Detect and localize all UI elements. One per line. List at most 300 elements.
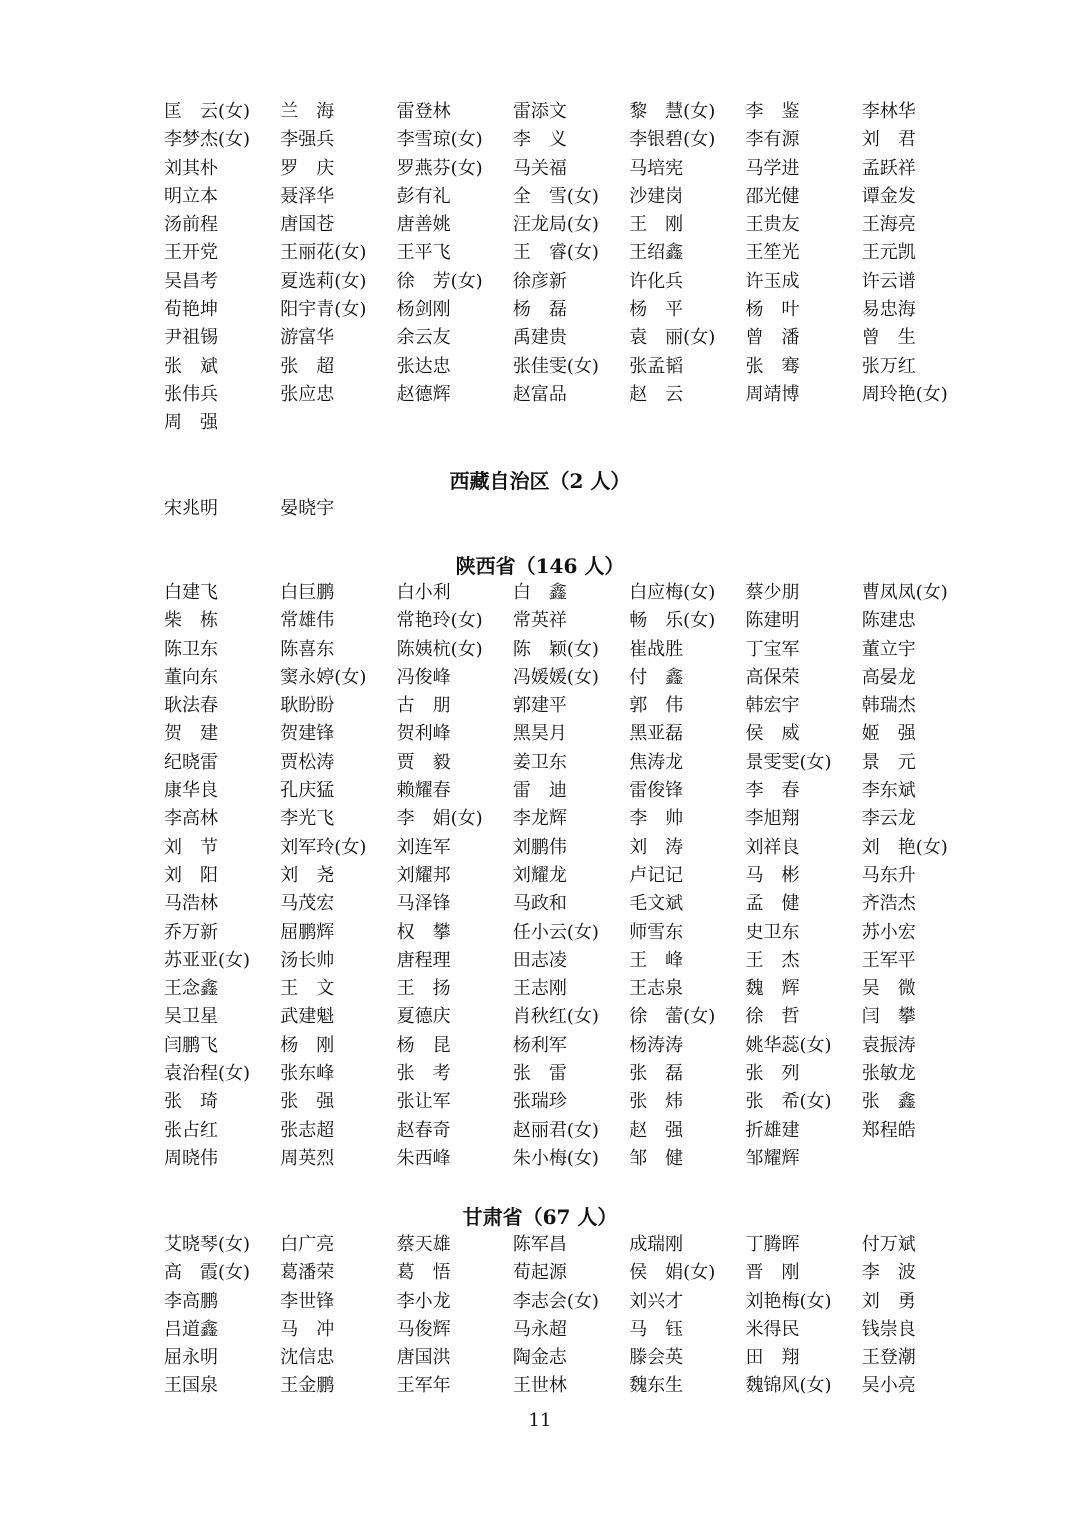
person-name: 肖秋红(女) — [512, 1006, 599, 1028]
person-name: 张 考 — [396, 1063, 451, 1085]
person-name: 吕道鑫 — [164, 1318, 218, 1340]
person-name: 马茂宏 — [280, 893, 335, 915]
person-name: 屈鹏辉 — [280, 921, 335, 943]
person-name: 丁宝军 — [745, 638, 800, 660]
person-name: 赵德辉 — [396, 383, 451, 405]
person-name: 赵丽君(女) — [512, 1119, 599, 1141]
person-name: 沙建岗 — [629, 185, 684, 207]
person-name: 明立本 — [164, 185, 218, 207]
person-name: 王元凯 — [861, 242, 916, 264]
person-name: 丁腾晖 — [745, 1234, 800, 1255]
person-name: 田志凌 — [512, 949, 567, 971]
person-name: 刘 尧 — [280, 864, 335, 886]
person-name: 张 希(女) — [745, 1091, 832, 1113]
person-name: 张应忠 — [280, 383, 335, 405]
person-name: 王 刚 — [629, 214, 684, 236]
person-name: 李东斌 — [861, 780, 916, 802]
name-row — [164, 1231, 984, 1259]
person-name: 赵春奇 — [396, 1119, 451, 1141]
name-row — [164, 1288, 984, 1316]
person-name: 钱崇良 — [861, 1318, 916, 1340]
person-name: 马关福 — [512, 157, 567, 179]
name-list-tibet — [164, 495, 984, 523]
person-name: 张 斌 — [164, 355, 218, 377]
person-name: 刘鹏伟 — [512, 836, 567, 858]
person-name: 雷俊锋 — [629, 780, 684, 802]
person-name: 乔万新 — [164, 921, 218, 943]
person-name: 马 冲 — [280, 1318, 335, 1340]
name-row — [164, 324, 984, 352]
person-name: 滕会英 — [629, 1347, 684, 1369]
person-name: 畅 乐(女) — [629, 610, 716, 632]
person-name: 权 攀 — [396, 921, 451, 943]
name-row — [164, 664, 984, 692]
person-name: 聂泽华 — [280, 185, 335, 207]
person-name: 张孟韬 — [629, 355, 684, 377]
person-name: 张瑞珍 — [512, 1091, 567, 1113]
person-name: 田 翔 — [745, 1347, 800, 1369]
person-name: 景雯雯(女) — [745, 751, 832, 773]
person-name: 纪晓雷 — [164, 751, 218, 773]
person-name: 王 杰 — [745, 949, 800, 971]
person-name: 葛 悟 — [396, 1262, 451, 1284]
person-name: 李 波 — [861, 1262, 916, 1284]
person-name: 刘耀龙 — [512, 864, 567, 886]
name-row — [164, 777, 984, 805]
person-name: 余云友 — [396, 327, 451, 349]
person-name: 刘 阳 — [164, 864, 218, 886]
person-name: 吴卫星 — [164, 1006, 218, 1028]
person-name: 张 雷 — [512, 1063, 567, 1085]
person-name: 马学进 — [745, 157, 800, 179]
person-name: 杨 昆 — [396, 1034, 451, 1056]
person-name: 董立宇 — [861, 638, 916, 660]
person-name: 古 朋 — [396, 695, 451, 717]
name-row — [164, 834, 984, 862]
person-name: 张达忠 — [396, 355, 451, 377]
person-name: 耿法春 — [164, 695, 218, 717]
person-name: 雷 迪 — [512, 780, 567, 802]
person-name: 郭 伟 — [629, 695, 684, 717]
name-row — [164, 211, 984, 239]
person-name: 尹祖锡 — [164, 327, 218, 349]
person-name: 任小云(女) — [512, 921, 599, 943]
person-name: 曾 生 — [861, 327, 916, 349]
person-name: 禹建贵 — [512, 327, 567, 349]
person-name: 张 强 — [280, 1091, 335, 1113]
person-name: 李 娟(女) — [396, 808, 483, 830]
person-name: 姬 强 — [861, 723, 916, 745]
name-row — [164, 183, 984, 211]
name-row — [164, 296, 984, 324]
person-name: 雷登林 — [396, 101, 451, 122]
name-row — [164, 890, 984, 918]
name-row — [164, 720, 984, 748]
person-name: 魏 辉 — [745, 978, 800, 1000]
person-name: 张 超 — [280, 355, 335, 377]
section-title-gansu: 甘肃省（67 人） — [462, 1205, 618, 1229]
person-name: 杨 叶 — [745, 299, 800, 321]
person-name: 付 鑫 — [629, 666, 684, 688]
name-row — [164, 268, 984, 296]
person-name: 徐 芳(女) — [396, 270, 483, 292]
person-name: 窦永婷(女) — [280, 666, 367, 688]
person-name: 贾松涛 — [280, 751, 335, 773]
person-name: 张伟兵 — [164, 383, 218, 405]
person-name: 白广亮 — [280, 1234, 335, 1255]
person-name: 张 磊 — [629, 1063, 684, 1085]
person-name: 魏锦风(女) — [745, 1375, 832, 1397]
person-name: 柴 栋 — [164, 610, 218, 632]
person-name: 高晏龙 — [861, 666, 916, 688]
person-name: 马俊辉 — [396, 1318, 451, 1340]
name-row — [164, 1259, 984, 1287]
person-name: 宋兆明 — [164, 498, 218, 519]
name-row — [164, 1117, 984, 1145]
person-name: 朱小梅(女) — [512, 1147, 599, 1169]
person-name: 白巨鹏 — [280, 582, 335, 603]
person-name: 赵 云 — [629, 383, 684, 405]
person-name: 刘军玲(女) — [280, 836, 367, 858]
person-name: 谭金发 — [861, 185, 916, 207]
person-name: 邵光健 — [745, 185, 800, 207]
person-name: 周英烈 — [280, 1147, 335, 1169]
person-name: 师雪东 — [629, 921, 684, 943]
name-row — [164, 947, 984, 975]
person-name: 李高林 — [164, 808, 218, 830]
name-row — [164, 98, 984, 126]
person-name: 杨涛涛 — [629, 1034, 684, 1056]
person-name: 苏亚亚(女) — [164, 949, 251, 971]
person-name: 白应梅(女) — [629, 582, 716, 603]
person-name: 邹耀辉 — [745, 1147, 800, 1169]
person-name: 张占红 — [164, 1119, 218, 1141]
name-row — [164, 862, 984, 890]
name-row — [164, 1088, 984, 1116]
person-name: 贺建锋 — [280, 723, 335, 745]
person-name: 袁 丽(女) — [629, 327, 716, 349]
person-name: 李梦杰(女) — [164, 129, 251, 151]
person-name: 张万红 — [861, 355, 916, 377]
person-name: 夏德庆 — [396, 1006, 451, 1028]
person-name: 焦涛龙 — [629, 751, 684, 773]
person-name: 许云谱 — [861, 270, 916, 292]
person-name: 杨 刚 — [280, 1034, 335, 1056]
person-name: 李高鹏 — [164, 1290, 218, 1312]
name-row — [164, 1316, 984, 1344]
person-name: 崔战胜 — [629, 638, 684, 660]
person-name: 孟 健 — [745, 893, 800, 915]
person-name: 刘 艳(女) — [861, 836, 948, 858]
person-name: 袁治程(女) — [164, 1063, 251, 1085]
person-name: 马浩林 — [164, 893, 218, 915]
person-name: 赖耀春 — [396, 780, 451, 802]
name-list-gansu — [164, 1231, 984, 1401]
person-name: 黑昊月 — [512, 723, 567, 745]
person-name: 张敏龙 — [861, 1063, 916, 1085]
person-name: 徐 蕾(女) — [629, 1006, 716, 1028]
person-name: 张让军 — [396, 1091, 451, 1113]
person-name: 雷添文 — [512, 101, 567, 122]
person-name: 康华良 — [164, 780, 218, 802]
person-name: 罗 庆 — [280, 157, 335, 179]
person-name: 白建飞 — [164, 582, 218, 603]
person-name: 匡 云(女) — [164, 101, 251, 122]
person-name: 屈永明 — [164, 1347, 218, 1369]
person-name: 许玉成 — [745, 270, 800, 292]
name-row — [164, 919, 984, 947]
person-name: 郑程皓 — [861, 1119, 916, 1141]
person-name: 贺 建 — [164, 723, 218, 745]
person-name: 陈 颖(女) — [512, 638, 599, 660]
person-name: 王平飞 — [396, 242, 451, 264]
person-name: 景 元 — [861, 751, 916, 773]
person-name: 徐彦新 — [512, 270, 567, 292]
name-row — [164, 495, 984, 523]
person-name: 姚华蕊(女) — [745, 1034, 832, 1056]
name-row — [164, 1145, 984, 1173]
person-name: 苏小宏 — [861, 921, 916, 943]
person-name: 葛潘荣 — [280, 1262, 335, 1284]
person-name: 李有源 — [745, 129, 800, 151]
person-name: 兰 海 — [280, 101, 335, 122]
person-name: 付万斌 — [861, 1234, 916, 1255]
person-name: 周 强 — [164, 412, 218, 434]
person-name: 吴昌考 — [164, 270, 218, 292]
person-name: 王军年 — [396, 1375, 451, 1397]
person-name: 张 骞 — [745, 355, 800, 377]
person-name: 魏东生 — [629, 1375, 684, 1397]
person-name: 夏选莉(女) — [280, 270, 367, 292]
person-name: 唐善姚 — [396, 214, 451, 236]
person-name: 贾 毅 — [396, 751, 451, 773]
person-name: 唐程理 — [396, 949, 451, 971]
person-name: 李银碧(女) — [629, 129, 716, 151]
person-name: 刘 勇 — [861, 1290, 916, 1312]
person-name: 罗燕芬(女) — [396, 157, 483, 179]
person-name: 易忠海 — [861, 299, 916, 321]
person-name: 蔡少朋 — [745, 582, 800, 603]
name-row — [164, 749, 984, 777]
person-name: 李旭翔 — [745, 808, 800, 830]
person-name: 米得民 — [745, 1318, 800, 1340]
person-name: 刘耀邦 — [396, 864, 451, 886]
name-row — [164, 1003, 984, 1031]
person-name: 朱西峰 — [396, 1147, 451, 1169]
person-name: 刘艳梅(女) — [745, 1290, 832, 1312]
person-name: 王世林 — [512, 1375, 567, 1397]
person-name: 姜卫东 — [512, 751, 567, 773]
name-row — [164, 126, 984, 154]
person-name: 赵 强 — [629, 1119, 684, 1141]
person-name: 闫 攀 — [861, 1006, 916, 1028]
person-name: 徐 哲 — [745, 1006, 800, 1028]
person-name: 曾 潘 — [745, 327, 800, 349]
person-name: 王贵友 — [745, 214, 800, 236]
person-name: 邹 健 — [629, 1147, 684, 1169]
person-name: 李世锋 — [280, 1290, 335, 1312]
person-name: 耿盼盼 — [280, 695, 335, 717]
name-row — [164, 692, 984, 720]
person-name: 张 鑫 — [861, 1091, 916, 1113]
person-name: 汤长帅 — [280, 949, 335, 971]
person-name: 孟跃祥 — [861, 157, 916, 179]
person-name: 王笙光 — [745, 242, 800, 264]
person-name: 王志泉 — [629, 978, 684, 1000]
person-name: 吴 微 — [861, 978, 916, 1000]
person-name: 刘 君 — [861, 129, 916, 151]
name-row — [164, 1032, 984, 1060]
person-name: 武建魁 — [280, 1006, 335, 1028]
person-name: 齐浩杰 — [861, 893, 916, 915]
person-name: 王 睿(女) — [512, 242, 599, 264]
person-name: 全 雪(女) — [512, 185, 599, 207]
person-name: 陈建明 — [745, 610, 800, 632]
person-name: 韩宏宇 — [745, 695, 800, 717]
person-name: 王登潮 — [861, 1347, 916, 1369]
name-row — [164, 636, 984, 664]
person-name: 张东峰 — [280, 1063, 335, 1085]
person-name: 马 钰 — [629, 1318, 684, 1340]
person-name: 马 彬 — [745, 864, 800, 886]
person-name: 刘其朴 — [164, 157, 218, 179]
person-name: 高 霞(女) — [164, 1262, 251, 1284]
person-name: 白小利 — [396, 582, 451, 603]
person-name: 李光飞 — [280, 808, 335, 830]
person-name: 马政和 — [512, 893, 567, 915]
name-row — [164, 1372, 984, 1400]
person-name: 王开党 — [164, 242, 218, 264]
person-name: 陈姨杭(女) — [396, 638, 483, 660]
person-name: 毛文斌 — [629, 893, 684, 915]
section-title-tibet: 西藏自治区（2 人） — [449, 469, 631, 493]
person-name: 李 鉴 — [745, 101, 800, 122]
person-name: 贺利峰 — [396, 723, 451, 745]
section-title-shaanxi: 陕西省（146 人） — [455, 554, 625, 578]
person-name: 陈喜东 — [280, 638, 335, 660]
person-name: 陈建忠 — [861, 610, 916, 632]
person-name: 马永超 — [512, 1318, 567, 1340]
person-name: 李龙辉 — [512, 808, 567, 830]
person-name: 成瑞刚 — [629, 1234, 684, 1255]
person-name: 王丽花(女) — [280, 242, 367, 264]
person-name: 阳宇青(女) — [280, 299, 367, 321]
person-name: 杨利军 — [512, 1034, 567, 1056]
person-name: 袁振涛 — [861, 1034, 916, 1056]
person-name: 卢记记 — [629, 864, 684, 886]
person-name: 侯 威 — [745, 723, 800, 745]
person-name: 韩瑞杰 — [861, 695, 916, 717]
person-name: 王志刚 — [512, 978, 567, 1000]
person-name: 黑亚磊 — [629, 723, 684, 745]
person-name: 刘 涛 — [629, 836, 684, 858]
person-name: 杨 磊 — [512, 299, 567, 321]
name-row — [164, 155, 984, 183]
person-name: 黎 慧(女) — [629, 101, 716, 122]
person-name: 沈信忠 — [280, 1347, 335, 1369]
person-name: 史卫东 — [745, 921, 800, 943]
name-row — [164, 805, 984, 833]
person-name: 李志会(女) — [512, 1290, 599, 1312]
person-name: 常艳玲(女) — [396, 610, 483, 632]
person-name: 王绍鑫 — [629, 242, 684, 264]
person-name: 杨 平 — [629, 299, 684, 321]
person-name: 许化兵 — [629, 270, 684, 292]
person-name: 晏晓宇 — [280, 498, 335, 519]
person-name: 马东升 — [861, 864, 916, 886]
person-name: 白 鑫 — [512, 582, 567, 603]
person-name: 张佳雯(女) — [512, 355, 599, 377]
person-name: 王 文 — [280, 978, 335, 1000]
person-name: 常英祥 — [512, 610, 567, 632]
person-name: 李林华 — [861, 101, 916, 122]
person-name: 王念鑫 — [164, 978, 218, 1000]
person-name: 张 琦 — [164, 1091, 218, 1113]
person-name: 董向东 — [164, 666, 218, 688]
person-name: 侯 娟(女) — [629, 1262, 716, 1284]
person-name: 陈卫东 — [164, 638, 218, 660]
person-name: 王海亮 — [861, 214, 916, 236]
person-name: 李强兵 — [280, 129, 335, 151]
person-name: 蔡天雄 — [396, 1234, 451, 1255]
person-name: 刘 节 — [164, 836, 218, 858]
person-name: 唐国苍 — [280, 214, 335, 236]
person-name: 吴小亮 — [861, 1375, 916, 1397]
person-name: 陶金志 — [512, 1347, 567, 1369]
person-name: 曹凤凤(女) — [861, 582, 948, 603]
person-name: 游富华 — [280, 327, 335, 349]
name-row — [164, 579, 984, 607]
person-name: 李 义 — [512, 129, 567, 151]
page-number: 11 — [528, 1410, 552, 1431]
person-name: 张 列 — [745, 1063, 800, 1085]
person-name: 冯俊峰 — [396, 666, 451, 688]
person-name: 折雄建 — [745, 1119, 800, 1141]
person-name: 孔庆猛 — [280, 780, 335, 802]
name-row — [164, 409, 984, 437]
person-name: 王军平 — [861, 949, 916, 971]
person-name: 周晓伟 — [164, 1147, 218, 1169]
person-name: 李 春 — [745, 780, 800, 802]
person-name: 王金鹏 — [280, 1375, 335, 1397]
person-name: 周玲艳(女) — [861, 383, 948, 405]
person-name: 冯媛媛(女) — [512, 666, 599, 688]
person-name: 刘兴才 — [629, 1290, 684, 1312]
person-name: 荀艳坤 — [164, 299, 218, 321]
person-name: 马泽锋 — [396, 893, 451, 915]
person-name: 闫鹏飞 — [164, 1034, 218, 1056]
person-name: 马培宪 — [629, 157, 684, 179]
person-name: 王 扬 — [396, 978, 451, 1000]
person-name: 高保荣 — [745, 666, 800, 688]
person-name: 李云龙 — [861, 808, 916, 830]
person-name: 李小龙 — [396, 1290, 451, 1312]
person-name: 王 峰 — [629, 949, 684, 971]
name-row — [164, 607, 984, 635]
person-name: 杨剑刚 — [396, 299, 451, 321]
person-name: 郭建平 — [512, 695, 567, 717]
person-name: 晋 刚 — [745, 1262, 800, 1284]
name-row — [164, 381, 984, 409]
person-name: 荀起源 — [512, 1262, 567, 1284]
person-name: 艾晓琴(女) — [164, 1234, 251, 1255]
person-name: 赵富品 — [512, 383, 567, 405]
name-row — [164, 239, 984, 267]
person-name: 汤前程 — [164, 214, 218, 236]
name-list-shaanxi — [164, 579, 984, 1173]
person-name: 汪龙局(女) — [512, 214, 599, 236]
name-row — [164, 353, 984, 381]
